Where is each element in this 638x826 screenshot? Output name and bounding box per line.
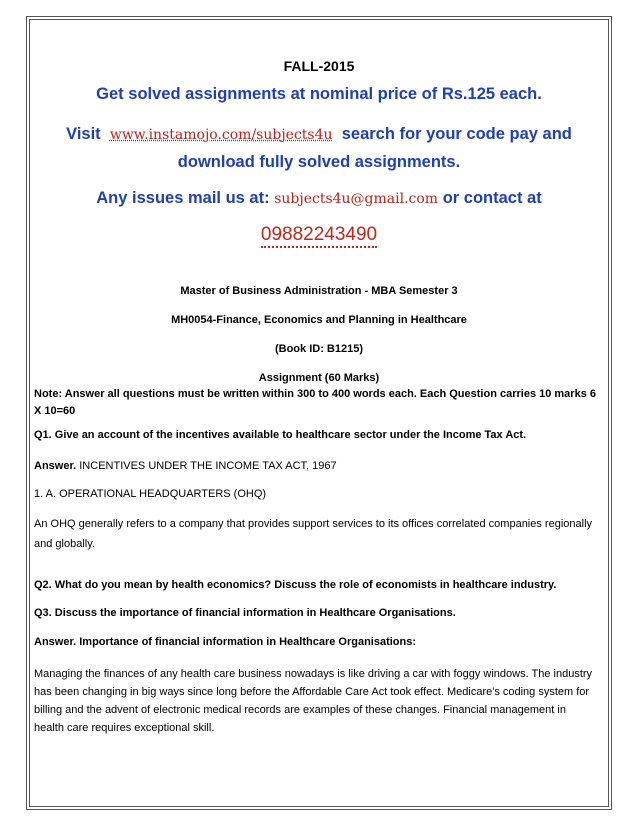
question-2: Q2. What do you mean by health economics? Discuss the role of economists in healthcare industry. <box>34 579 557 591</box>
visit-rest: search for your code pay and <box>341 125 572 143</box>
answer-3-heading: Answer. Importance of financial information in Healthcare Organisations: <box>34 636 417 648</box>
answer-1-heading: 1. A. OPERATIONAL HEADQUARTERS (OHQ) <box>34 488 267 500</box>
issues-line <box>34 189 604 208</box>
phone-line <box>34 224 604 246</box>
answer-3-paragraph: Managing the finances of any health care business nowadays is like driving a car with foggy windows. The industry has been changing in big ways since long before the Affordable Care Act took effect. Medicare's coding system for billing and the advent of electronic medical records are examples of these changes. Financial management in health care requires exceptional skill. <box>34 668 593 734</box>
visit-line <box>34 125 604 144</box>
contact-label: or contact at <box>442 189 542 207</box>
answer-1-line <box>34 458 596 475</box>
term-heading: FALL-2015 <box>283 58 355 74</box>
instamojo-link[interactable]: www.instamojo.com/subjects4u <box>109 127 333 143</box>
email-link[interactable]: subjects4u@gmail.com <box>274 191 439 207</box>
visit-line-2: download fully solved assignments. <box>177 153 461 171</box>
answer-1-text: INCENTIVES UNDER THE INCOME TAX ACT, 1967 <box>79 460 337 472</box>
subject-title: MH0054-Finance, Economics and Planning in Healthcare <box>171 314 467 326</box>
answer-1-label: Answer. <box>34 460 77 472</box>
visit-label: Visit <box>66 125 101 143</box>
answer-1-paragraph: An OHQ generally refers to a company that provides support services to its offices correlated companies regionally and globally. <box>34 518 593 550</box>
book-id: (Book ID: B1215) <box>274 343 364 355</box>
program-title: Master of Business Administration - MBA Semester 3 <box>180 285 458 297</box>
phone-number[interactable]: 09882243490 <box>261 224 377 248</box>
question-1: Q1. Give an account of the incentives available to healthcare sector under the Income Tax Act. <box>34 429 527 441</box>
instructions-note: Note: Answer all questions must be written within 300 to 400 words each. Each Question carries 10 marks 6 X 10=60 <box>34 388 596 417</box>
promo-line: Get solved assignments at nominal price of Rs.125 each. <box>96 85 542 103</box>
issues-label: Any issues mail us at: <box>96 189 270 207</box>
assignment-marks: Assignment (60 Marks) <box>258 372 380 384</box>
question-3: Q3. Discuss the importance of financial information in Healthcare Organisations. <box>34 607 456 619</box>
